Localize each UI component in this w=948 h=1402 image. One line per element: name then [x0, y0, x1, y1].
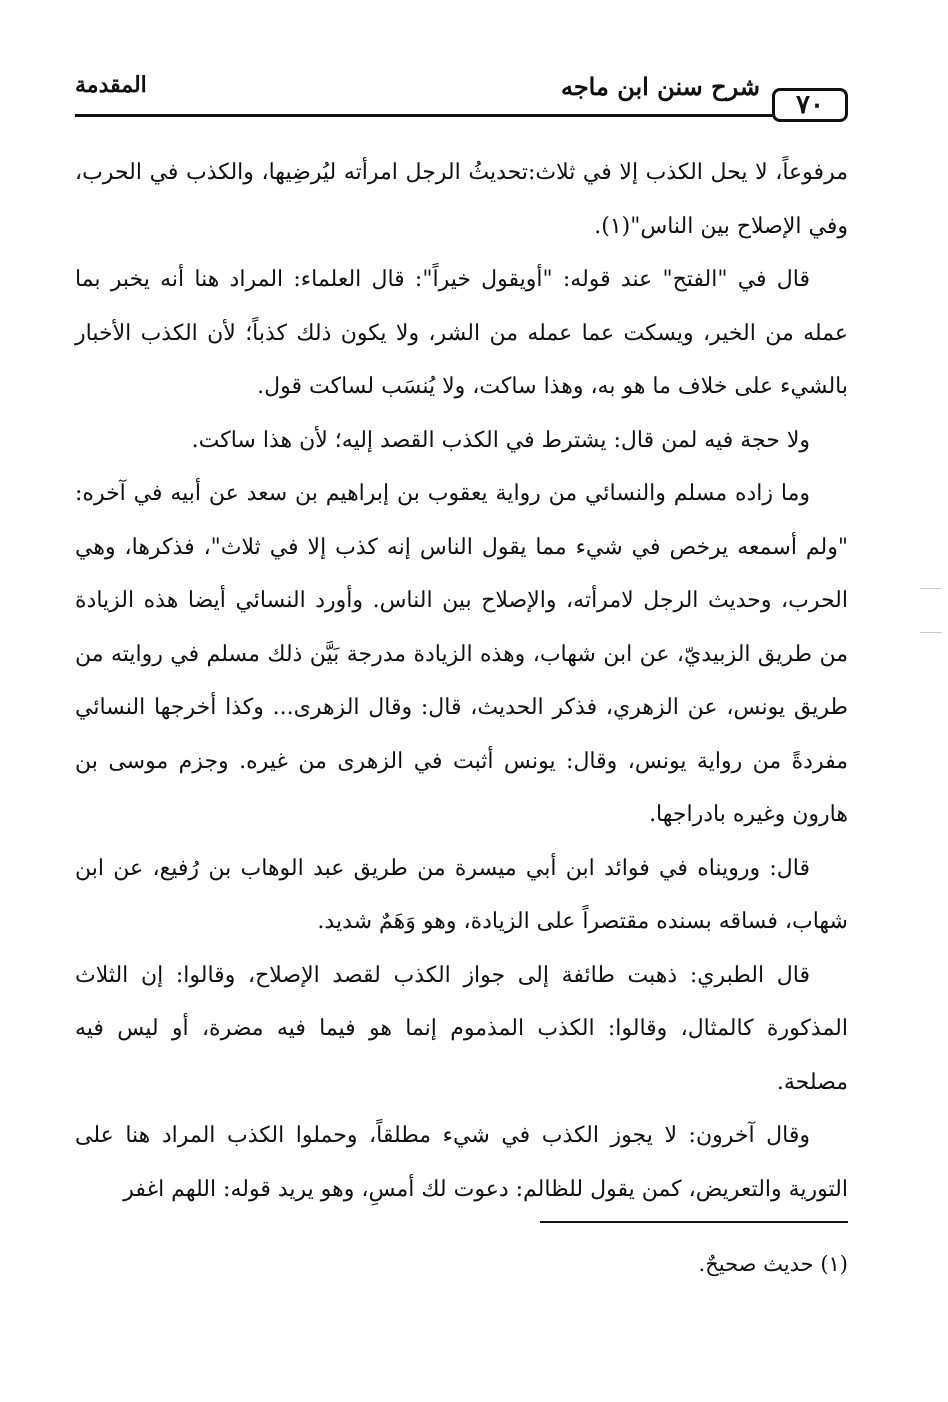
page-number: ٧٠	[772, 88, 848, 122]
paragraph-6: قال الطبري: ذهبت طائفة إلى جواز الكذب لقصد الإصلاح، وقالوا: إن الثلاث المذكورة كالمثال، وقالوا: الكذب المذموم إنما هو فيما فيه مضرة، أو ليس فيه مصلحة.	[75, 962, 848, 1095]
paragraph-1: مرفوعاً، لا يحل الكذب إلا في ثلاث:تحديثُ الرجل امرأته ليُرضِيها، والكذب في الحرب، وفي الإصلاح بين الناس"(١).	[75, 160, 848, 239]
paragraph-4: وما زاده مسلم والنسائي من رواية يعقوب بن إبراهيم بن سعد عن أبيه في آخره: "ولم أسمعه يرخص في شيء مما يقول الناس إنه كذب إلا في ثلاث"، فذكرها، وهي الحرب، وحديث الرجل لامرأته، والإصلاح بين الناس. وأورد النسائي أيضا هذه الزيادة من طريق الزبيديّ، عن ابن شهاب، وهذه الزيادة مدرجة بَيَّن ذلك مسلم في روايته من طريق يونس، عن الزهري، فذكر الحديث، قال: وقال الزهرى... وكذا أخرجها النسائي مفردةً من رواية يونس، وقال: يونس أثبت في الزهرى من غيره. وجزم موسى بن هارون وغيره بادراجها.	[75, 481, 848, 827]
book-title: شرح سنن ابن ماجه	[560, 72, 760, 101]
margin-mark	[920, 588, 942, 589]
header-divider	[75, 114, 774, 117]
footnote-divider	[540, 1221, 848, 1223]
page-header	[75, 70, 848, 130]
paragraph-5: قال: ورويناه في فوائد ابن أبي ميسرة من طريق عبد الوهاب بن رُفيع، عن ابن شهاب، فساقه بسنده مقتصراً على الزيادة، وهو وَهَمٌ شديد.	[75, 855, 848, 934]
section-title: المقدمة	[75, 72, 147, 98]
margin-mark	[920, 632, 942, 633]
paragraph-7: وقال آخرون: لا يجوز الكذب في شيء مطلقاً، وحملوا الكذب المراد هنا على التورية والتعريض، كمن يقول للظالم: دعوت لك أمسِ، وهو يريد قوله: اللهم اغفر	[75, 1123, 848, 1202]
paragraph-2: قال في "الفتح" عند قوله: "أويقول خيراً": قال العلماء: المراد هنا أنه يخبر بما عمله من الخير، ويسكت عما عمله من الشر، ولا يكون ذلك كذباً؛ لأن الكذب الأخبار بالشيء على خلاف ما هو به، وهذا ساكت، ولا يُنسَب لساكت قول.	[75, 267, 848, 399]
body-text	[75, 146, 848, 1216]
paragraph-3: ولا حجة فيه لمن قال: يشترط في الكذب القصد إليه؛ لأن هذا ساكت.	[191, 427, 810, 453]
footnote: (١) حديث صحيحٌ.	[698, 1252, 848, 1276]
